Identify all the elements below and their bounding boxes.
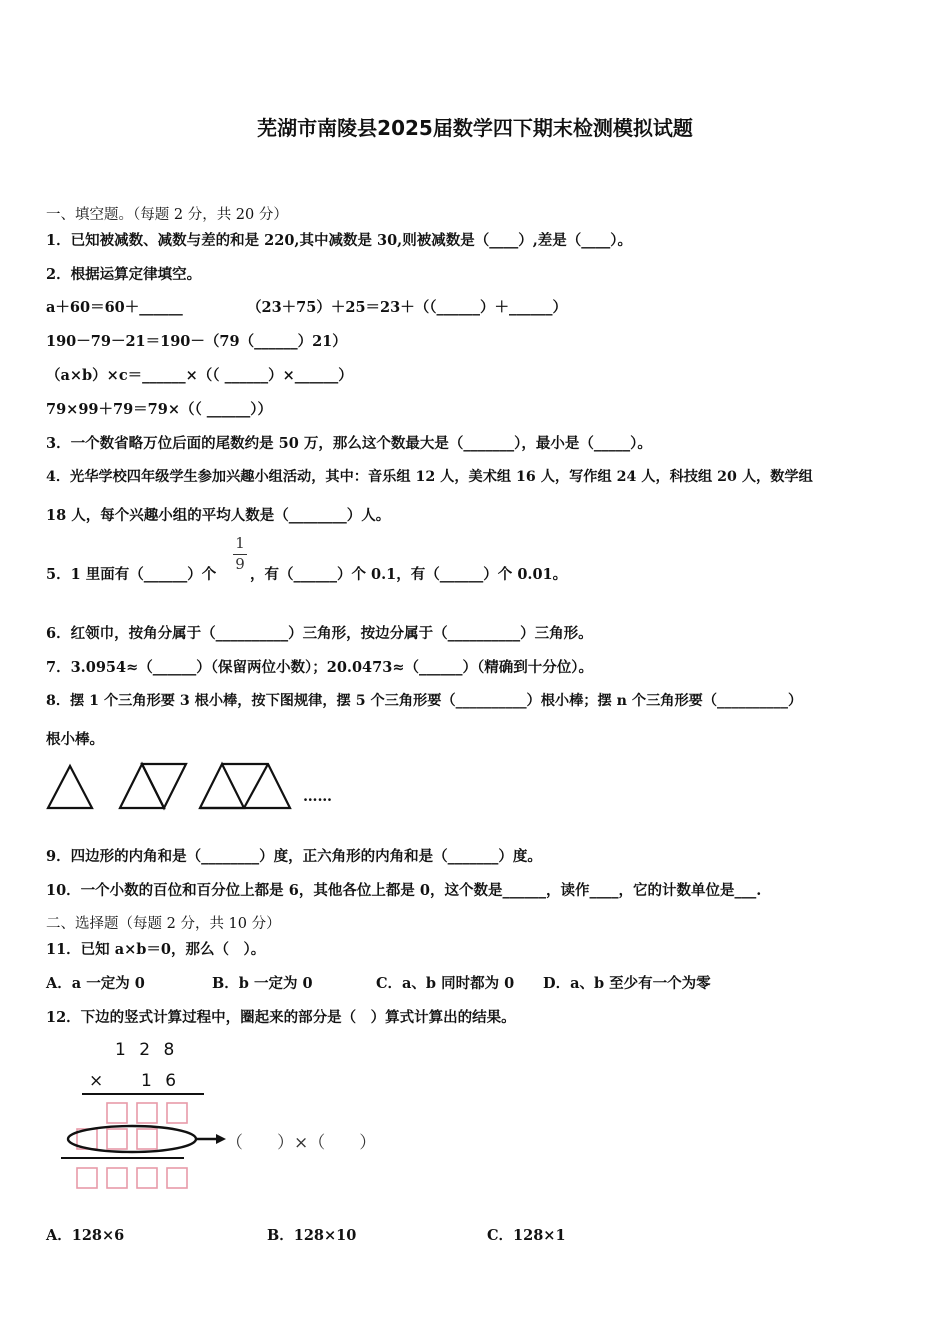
question-8-line2: 根小棒。: [46, 731, 104, 748]
pattern-ellipsis: ……: [303, 788, 332, 805]
q11-option-d[interactable]: D．a、b 至少有一个为零: [543, 975, 711, 992]
question-11: 11．已知 a×b＝0，那么（ ）。: [46, 941, 266, 958]
section-heading-fill: 一、填空题。（每题 2 分，共 20 分）: [46, 207, 288, 223]
times-sign: ×: [89, 1071, 104, 1091]
question-12: 12．下边的竖式计算过程中，圈起来的部分是（ ）算式计算出的结果。: [46, 1009, 516, 1026]
question-10: 10．一个小数的百位和百分位上都是 6，其他各位上都是 0，这个数是______，读作____，它的计数单位是___.: [46, 882, 762, 899]
triangle-pattern-figure: [44, 756, 364, 816]
question-3: 3．一个数省略万位后面的尾数约是 50 万，那么这个数最大是（_______），最小是（_____）。: [46, 435, 652, 452]
page-title: 芜湖市南陵县2025届数学四下期末检测模拟试题: [257, 116, 693, 140]
fraction-one-ninth: [233, 536, 247, 572]
question-8-line1: 8．摆 1 个三角形要 3 根小棒，按下图规律，摆 5 个三角形要（__________）根小棒；摆 n 个三角形要（__________）: [46, 693, 803, 709]
q11-option-c[interactable]: C．a、b 同时都为 0: [376, 975, 515, 992]
q11-option-b[interactable]: B．b 一定为 0: [212, 975, 313, 992]
triangle-figure-3: [200, 764, 290, 808]
answer-boxes-row1: [107, 1103, 187, 1123]
question-5-part1: 5．1 里面有（______）个: [46, 566, 217, 583]
question-4-line2: 18 人，每个兴趣小组的平均人数是（________）人。: [46, 507, 391, 524]
fraction-denominator: 9: [235, 555, 245, 573]
question-9: 9．四边形的内角和是（________）度，正六角形的内角和是（_______）度。: [46, 848, 542, 865]
answer-expression-blanks: （ ）×（ ）: [226, 1133, 377, 1153]
section-heading-choice: 二、选择题（每题 2 分，共 10 分）: [46, 916, 281, 932]
q12-option-c[interactable]: C．128×1: [487, 1227, 566, 1244]
multiplicand-digits: 1 2 8: [115, 1040, 179, 1060]
q12-option-a[interactable]: A．128×6: [46, 1227, 125, 1244]
q11-option-a[interactable]: A．a 一定为 0: [46, 975, 145, 992]
question-1: 1．已知被减数、减数与差的和是 220,其中减数是 30,则被减数是（____）,差是（____）。: [46, 232, 633, 249]
fraction-numerator: 1: [235, 534, 245, 552]
question-7: 7．3.0954≈（______）（保留两位小数）；20.0473≈（______）（精确到十分位）。: [46, 659, 593, 676]
q2-line-e: 79×99＋79＝79×（（ ______））: [46, 401, 273, 418]
triangle-figure-2: [120, 764, 186, 808]
q2-line-b: （23＋75）＋25＝23＋（（______）＋______）: [247, 299, 567, 316]
answer-boxes-row3: [77, 1168, 187, 1188]
q12-option-b[interactable]: B．128×10: [267, 1227, 357, 1244]
question-4-line1: 4．光华学校四年级学生参加兴趣小组活动，其中：音乐组 12 人，美术组 16 人，写作组 24 人，科技组 20 人，数学组: [46, 469, 813, 485]
answer-boxes-row2: [77, 1129, 157, 1149]
question-5-part2: ，有（______）个 0.1，有（______）个 0.01。: [250, 566, 568, 583]
q2-line-a: a＋60＝60＋______: [46, 299, 183, 316]
multiplier-digits: 1 6: [141, 1071, 181, 1091]
question-6: 6．红领巾，按角分属于（__________）三角形，按边分属于（__________）三角形。: [46, 625, 593, 642]
triangle-figure-1: [48, 766, 92, 808]
arrow-head-icon: [216, 1134, 226, 1144]
q2-line-d: （a×b）×c＝______×（（ ______）×______）: [46, 367, 353, 384]
q2-line-c: 190－79－21＝190－（79（______）21）: [46, 333, 347, 350]
question-2: 2．根据运算定律填空。: [46, 266, 202, 283]
circled-partial-product: [68, 1126, 196, 1152]
